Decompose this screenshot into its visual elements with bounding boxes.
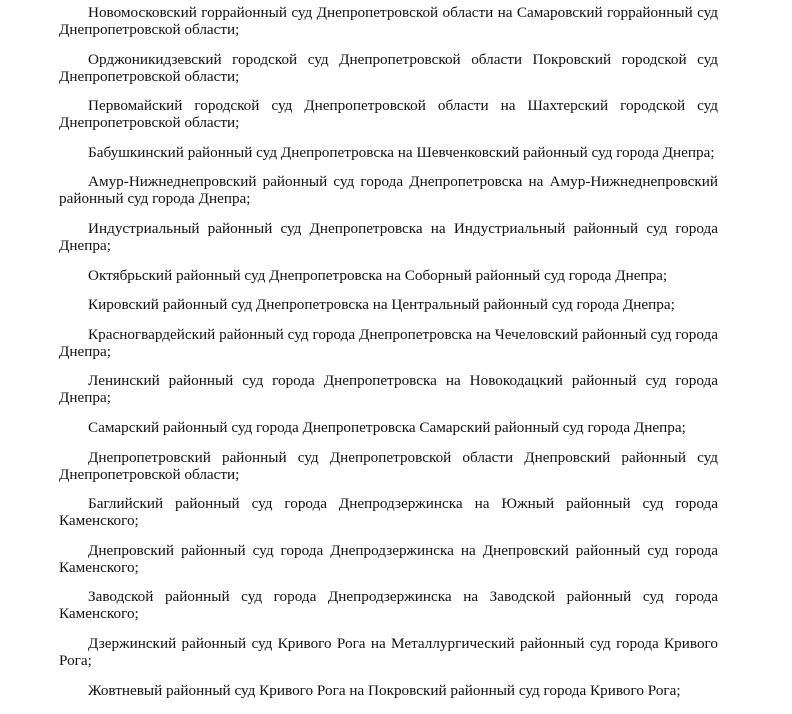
court-rename-item: Орджоникидзевский городской суд Днепропетровской области Покровский городской суд Днепропетровской области; bbox=[59, 50, 718, 85]
court-rename-item: Ленинский районный суд города Днепропетровска на Новокодацкий районный суд города Днепра; bbox=[59, 372, 718, 407]
court-rename-item: Дзержинский районный суд Кривого Рога на Металлургический районный суд города Кривого Рога; bbox=[59, 634, 718, 669]
court-rename-item: Днепровский районный суд города Днепродзержинска на Днепровский районный суд города Каменского; bbox=[59, 541, 718, 576]
court-rename-item: Первомайский городской суд Днепропетровской области на Шахтерский городской суд Днепропетровской области; bbox=[59, 97, 718, 132]
court-rename-item: Баглийский районный суд города Днепродзержинска на Южный районный суд города Каменского; bbox=[59, 495, 718, 530]
court-rename-item: Днепропетровский районный суд Днепропетровской области Днепровский районный суд Днепропетровской области; bbox=[59, 448, 718, 483]
court-rename-item: Индустриальный районный суд Днепропетровска на Индустриальный районный суд города Днепра; bbox=[59, 219, 718, 254]
court-rename-item: Октябрьский районный суд Днепропетровска на Соборный районный суд города Днепра; bbox=[88, 266, 668, 284]
court-rename-item: Красногвардейский районный суд города Днепропетровска на Чечеловский районный суд города Днепра; bbox=[59, 325, 718, 360]
court-rename-item: Новомосковский горрайонный суд Днепропетровской области на Самаровский горрайонный суд Днепропетровской области; bbox=[59, 4, 718, 38]
document-body bbox=[59, 4, 718, 711]
court-rename-item: Самарский районный суд города Днепропетровска Самарский районный суд города Днепра; bbox=[88, 418, 686, 436]
court-rename-item: Амур-Нижнеднепровский районный суд города Днепропетровска на Амур-Нижнеднепровский районный суд города Днепра; bbox=[59, 173, 718, 208]
court-rename-item: Бабушкинский районный суд Днепропетровска на Шевченковский районный суд города Днепра; bbox=[88, 143, 715, 161]
court-rename-item: Кировский районный суд Днепропетровска на Центральный районный суд города Днепра; bbox=[88, 296, 675, 314]
court-rename-item: Жовтневый районный суд Кривого Рога на Покровский районный суд города Кривого Рога; bbox=[88, 681, 681, 699]
court-rename-item: Заводской районный суд города Днепродзержинска на Заводской районный суд города Каменского; bbox=[59, 588, 718, 623]
